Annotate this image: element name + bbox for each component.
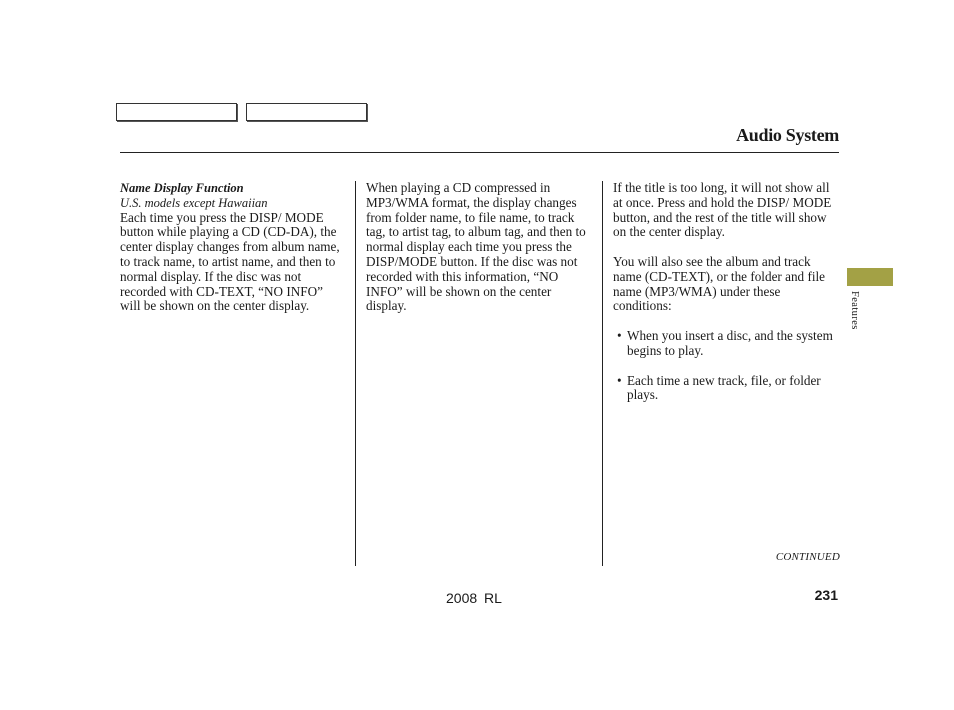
list-item: • Each time a new track, file, or folder plays.	[613, 374, 840, 404]
nav-button-next[interactable]	[246, 103, 367, 121]
section-tab-label: Features	[849, 291, 860, 330]
body-paragraph: Each time you press the DISP/ MODE button while playing a CD (CD-DA), the center display changes from album name, to track name, to artist name, and then to normal display. If the disc was not recorded with CD-TEXT, “NO INFO” will be shown on the center display.	[120, 209, 340, 314]
column-left	[120, 181, 346, 314]
list-item: • When you insert a disc, and the system begins to play.	[613, 329, 840, 359]
column-divider	[355, 181, 356, 566]
nav-button-previous[interactable]	[116, 103, 237, 121]
body-paragraph: If the title is too long, it will not show all at once. Press and hold the DISP/ MODE button, and the rest of the title will show on the center display.	[613, 180, 832, 240]
page-number: 231	[814, 587, 838, 603]
column-middle	[366, 181, 594, 314]
continued-label: CONTINUED	[775, 551, 840, 563]
model-label: 2008 RL	[446, 590, 502, 606]
column-divider	[602, 181, 603, 566]
section-subheading: U.S. models except Hawaiian	[120, 195, 268, 210]
section-tab-marker[interactable]	[847, 268, 893, 286]
page-title: Audio System	[736, 125, 839, 145]
body-paragraph: You will also see the album and track name (CD-TEXT), or the folder and file name (MP3/WMA) under these conditions:	[613, 253, 826, 314]
conditions-list	[613, 329, 840, 403]
section-heading: Name Display Function	[120, 181, 244, 195]
column-right	[613, 181, 840, 403]
body-paragraph: When playing a CD compressed in MP3/WMA format, the display changes from folder name, to file name, to track tag, to artist tag, to album tag, and then to normal display each time you press the DISP/MODE button. If the disc was not recorded with this information, “NO INFO” will be shown on the center display.	[366, 180, 586, 314]
title-divider	[120, 152, 839, 153]
